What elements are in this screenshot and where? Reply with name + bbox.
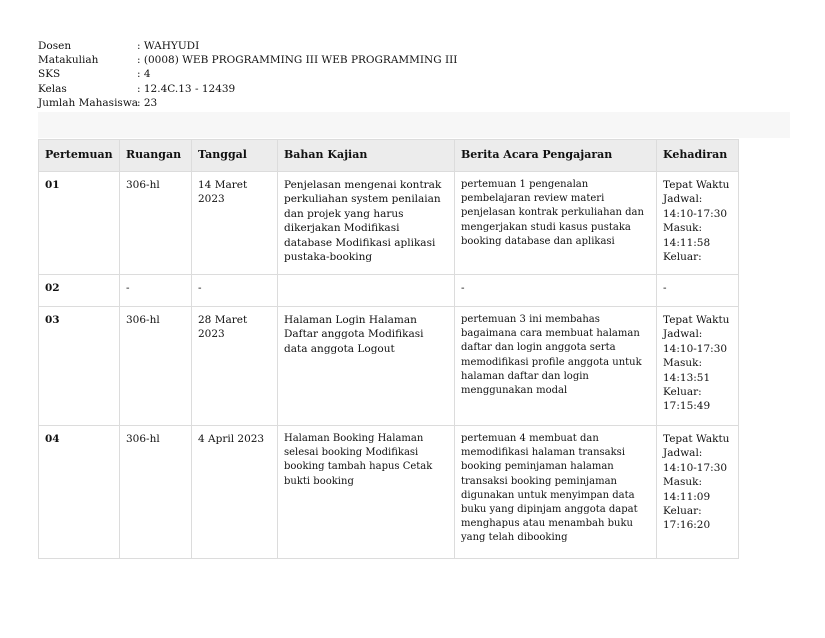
cell-kehadiran — [657, 172, 739, 275]
cell-berita-acara: pertemuan 1 pengenalan pembelajaran review materi penjelasan kontrak perkuliahan dan mengerjakan studi kasus pustaka booking database dan aplikasi — [455, 172, 657, 275]
cell-tanggal: 4 April 2023 — [192, 426, 278, 559]
attendance-table — [38, 139, 739, 559]
kehadiran-keluar-label: Keluar: — [663, 505, 702, 518]
cell-pertemuan: 04 — [39, 426, 120, 559]
kehadiran-status: Tepat Waktu — [663, 179, 730, 191]
cell-ruangan: 306-hl — [120, 172, 192, 275]
cell-bahan-kajian: Penjelasan mengenai kontrak perkuliahan system penilaian dan projek yang harus dikerjakan Modifikasi database Modifikasi aplikasi pustaka-booking — [278, 172, 455, 275]
header-ruangan: Ruangan — [120, 140, 192, 172]
cell-ruangan: 306-hl — [120, 307, 192, 426]
kehadiran-jadwal-label: Jadwal: — [663, 328, 703, 341]
info-label: Dosen — [38, 40, 72, 52]
kehadiran-keluar-value: 17:16:20 — [663, 519, 711, 532]
info-row-sks — [38, 67, 457, 81]
kehadiran-status: Tepat Waktu — [663, 433, 730, 445]
info-label: Kelas — [38, 82, 67, 95]
kehadiran-status: - — [663, 282, 667, 294]
cell-berita-acara: - — [455, 275, 657, 307]
kehadiran-masuk-label: Masuk: — [663, 357, 703, 370]
info-value: : WAHYUDI — [137, 40, 200, 52]
table-row — [39, 172, 739, 275]
course-info — [38, 39, 457, 110]
info-label: SKS — [38, 68, 61, 81]
cell-berita-acara: pertemuan 4 membuat dan memodifikasi halaman transaksi booking peminjaman halaman transaksi booking peminjaman digunakan untuk menyimpan data buku yang dipinjam anggota dapat menghapus atau menambah buku yang telah dibooking — [455, 426, 657, 559]
table-row — [39, 426, 739, 559]
info-row-matakuliah — [38, 53, 457, 67]
info-row-jumlah-mahasiswa — [38, 96, 457, 110]
kehadiran-jadwal-value: 14:10-17:30 — [663, 342, 728, 355]
kehadiran-jadwal-value: 14:10-17:30 — [663, 207, 728, 220]
kehadiran-masuk-label: Masuk: — [663, 476, 703, 489]
cell-pertemuan: 02 — [39, 275, 120, 307]
cell-tanggal: 28 Maret 2023 — [192, 307, 278, 426]
cell-pertemuan: 03 — [39, 307, 120, 426]
cell-bahan-kajian — [278, 275, 455, 307]
header-bahan-kajian: Bahan Kajian — [278, 140, 455, 172]
kehadiran-masuk-value: 14:11:09 — [663, 490, 711, 503]
table-header-row — [39, 140, 739, 172]
table-row — [39, 275, 739, 307]
kehadiran-keluar-label: Keluar: — [663, 386, 702, 399]
header-kehadiran: Kehadiran — [657, 140, 739, 172]
kehadiran-keluar-label: Keluar: — [663, 251, 702, 264]
info-row-kelas — [38, 82, 457, 96]
kehadiran-masuk-value: 14:13:51 — [663, 371, 711, 384]
header-tanggal: Tanggal — [192, 140, 278, 172]
cell-ruangan: 306-hl — [120, 426, 192, 559]
kehadiran-jadwal-label: Jadwal: — [663, 447, 703, 460]
kehadiran-keluar-value: 17:15:49 — [663, 400, 711, 413]
kehadiran-jadwal-value: 14:10-17:30 — [663, 461, 728, 474]
cell-kehadiran — [657, 307, 739, 426]
info-value: : 23 — [137, 96, 158, 109]
info-value: : (0008) WEB PROGRAMMING III WEB PROGRAMMING III — [137, 54, 458, 67]
cell-ruangan: - — [120, 275, 192, 307]
header-pertemuan: Pertemuan — [39, 140, 120, 172]
section-divider — [38, 112, 790, 138]
cell-bahan-kajian: Halaman Booking Halaman selesai booking Modifikasi booking tambah hapus Cetak bukti booking — [278, 426, 455, 559]
header-berita-acara: Berita Acara Pengajaran — [455, 140, 657, 172]
kehadiran-jadwal-label: Jadwal: — [663, 193, 703, 206]
cell-tanggal: 14 Maret 2023 — [192, 172, 278, 275]
info-value: : 12.4C.13 - 12439 — [137, 82, 236, 95]
info-label: Matakuliah — [38, 54, 99, 67]
info-value: : 4 — [137, 68, 151, 81]
kehadiran-status: Tepat Waktu — [663, 314, 730, 326]
cell-tanggal: - — [192, 275, 278, 307]
table-row — [39, 307, 739, 426]
kehadiran-masuk-label: Masuk: — [663, 222, 703, 235]
kehadiran-masuk-value: 14:11:58 — [663, 236, 711, 249]
cell-berita-acara: pertemuan 3 ini membahas bagaimana cara membuat halaman daftar dan login anggota serta memodifikasi profile anggota untuk halaman daftar dan login menggunakan modal — [455, 307, 657, 426]
info-label: Jumlah Mahasiswa — [38, 96, 139, 109]
cell-kehadiran — [657, 275, 739, 307]
cell-bahan-kajian: Halaman Login Halaman Daftar anggota Modifikasi data anggota Logout — [278, 307, 455, 426]
info-row-dosen — [38, 39, 457, 53]
cell-kehadiran — [657, 426, 739, 559]
cell-pertemuan: 01 — [39, 172, 120, 275]
